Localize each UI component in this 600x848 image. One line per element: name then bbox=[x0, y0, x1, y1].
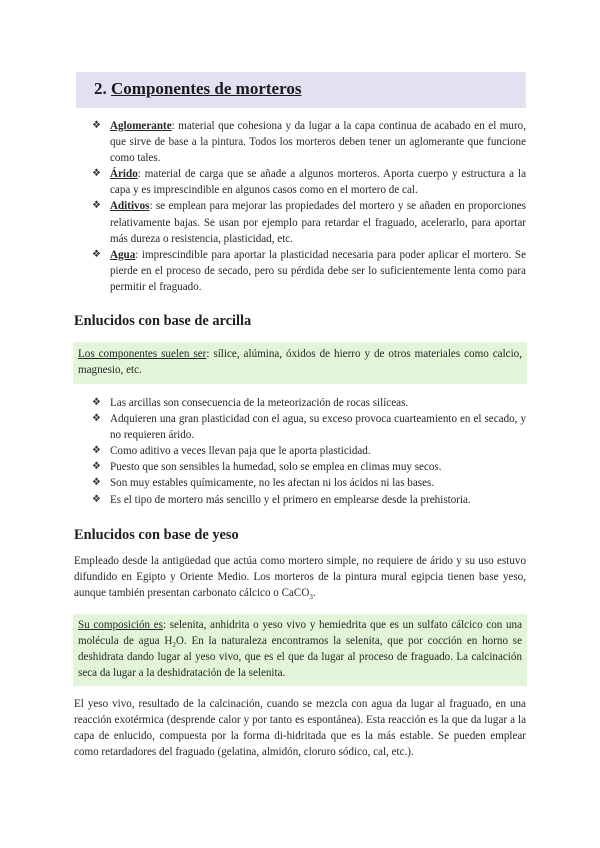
diamond-bullet-icon: ❖ bbox=[92, 493, 101, 505]
component-text: : se emplean para mejorar las propiedades del mortero y se añaden en proporciones relativamente bajas. Se usan por ejemplo para retardar el fraguado, acelerarlo, para aportar más dureza o resistencia, plasticidad, etc. bbox=[110, 200, 526, 245]
list-item bbox=[92, 475, 526, 491]
component-text: : imprescindible para aportar la plasticidad necesaria para poder aplicar el mortero. Se pierde en el proceso de secado, pero su pérdida debe ser lo suficientemente lenta como para permitir el fraguado. bbox=[110, 248, 526, 293]
list-item bbox=[92, 395, 526, 411]
section-title-text: Componentes de morteros bbox=[111, 79, 302, 98]
list-item-text: Puesto que son sensibles la humedad, solo se emplea en climas muy secos. bbox=[110, 461, 442, 474]
box-lead: Los componentes suelen ser bbox=[78, 348, 207, 360]
list-item-text: Es el tipo de mortero más sencillo y el primero en emplearse desde la prehistoria. bbox=[110, 493, 471, 506]
section-number: 2. bbox=[94, 79, 107, 98]
diamond-bullet-icon: ❖ bbox=[92, 200, 101, 212]
list-item bbox=[92, 411, 526, 443]
list-item-text: Como aditivo a veces llevan paja que le aporta plasticidad. bbox=[110, 445, 371, 458]
yeso-intro-paragraph bbox=[74, 553, 526, 601]
section-header bbox=[76, 72, 526, 108]
list-item bbox=[92, 118, 526, 166]
component-term: Aditivos bbox=[110, 200, 150, 213]
components-list bbox=[92, 118, 526, 295]
diamond-bullet-icon: ❖ bbox=[92, 168, 101, 180]
diamond-bullet-icon: ❖ bbox=[92, 120, 101, 131]
diamond-bullet-icon: ❖ bbox=[92, 413, 101, 425]
yeso-closing-paragraph: El yeso vivo, resultado de la calcinación, cuando se mezcla con agua da lugar al fraguado, en una reacción exotérmica (desprende calor y por tanto es espontánea). Esta reacción es la que da lugar a la capa de enlucido, compuesta por la forma di-hidritada que es la más estable. Se pueden emplear como retardadores del fraguado (gelatina, almidón, cloruro sódico, cal, etc.). bbox=[74, 698, 526, 759]
list-item bbox=[92, 198, 526, 246]
box-text: : selenita, anhidrita o yeso vivo y hemiedrita que es un sulfato cálcico con una molécula de agua H bbox=[78, 619, 522, 648]
arcilla-composition-box bbox=[73, 342, 527, 384]
component-text: : material que cohesiona y da lugar a la capa continua de acabado en el muro, que sirve de base a la pintura. Todos los morteros deben tener un aglomerante que funcione como tales. bbox=[110, 120, 526, 165]
box-text-2: O. En la naturaleza encontramos la selenita, que por cocción en horno se deshidrata dando lugar al yeso vivo, que es el que da lugar al proceso de fraguado. La calcinación seca da lugar a la deshidratación de la selenita. bbox=[78, 635, 522, 680]
box-subscript: 2 bbox=[172, 641, 176, 650]
component-term: Agua bbox=[110, 248, 136, 261]
list-item bbox=[92, 492, 526, 508]
box-lead: Su composición es bbox=[78, 619, 163, 631]
diamond-bullet-icon: ❖ bbox=[92, 477, 101, 489]
list-item bbox=[92, 247, 526, 295]
diamond-bullet-icon: ❖ bbox=[92, 461, 101, 473]
box-text: : sílice, alúmina, óxidos de hierro y de otros materiales como calcio, magnesio, etc. bbox=[78, 348, 522, 377]
section-title bbox=[94, 79, 301, 99]
component-term: Árido bbox=[110, 168, 138, 181]
arcilla-list bbox=[92, 395, 526, 508]
diamond-bullet-icon: ❖ bbox=[92, 397, 101, 408]
component-term: Aglomerante bbox=[110, 120, 172, 132]
list-item bbox=[92, 166, 526, 198]
list-item-text: Adquieren una gran plasticidad con el agua, su exceso provoca cuarteamiento en el secado, y no requieren árido. bbox=[110, 413, 526, 442]
yeso-composition-box bbox=[73, 614, 527, 686]
list-item bbox=[92, 459, 526, 475]
diamond-bullet-icon: ❖ bbox=[92, 445, 101, 457]
intro-end: . bbox=[312, 587, 316, 600]
intro-text: Empleado desde la antigüedad que actúa como mortero simple, no requiere de árido y su uso estuvo difundido en Egipto y Oriente Medio. Los morteros de la pintura mural egipcia tienen base yeso, aunque también presentan carbonato cálcico o CaCO bbox=[74, 555, 526, 600]
list-item-text: Son muy estables químicamente, no les afectan ni los ácidos ni las bases. bbox=[110, 477, 435, 490]
diamond-bullet-icon: ❖ bbox=[92, 248, 101, 260]
heading-yeso: Enlucidos con base de yeso bbox=[74, 527, 239, 543]
intro-subscript: 3 bbox=[309, 593, 313, 602]
component-text: : material de carga que se añade a algunos morteros. Aporta cuerpo y estructura a la capa y es imprescindible en algunos casos como en el mortero de cal. bbox=[110, 168, 526, 197]
list-item bbox=[92, 443, 526, 459]
heading-arcilla: Enlucidos con base de arcilla bbox=[74, 313, 252, 329]
list-item-text: Las arcillas son consecuencia de la meteorización de rocas silíceas. bbox=[110, 397, 409, 409]
